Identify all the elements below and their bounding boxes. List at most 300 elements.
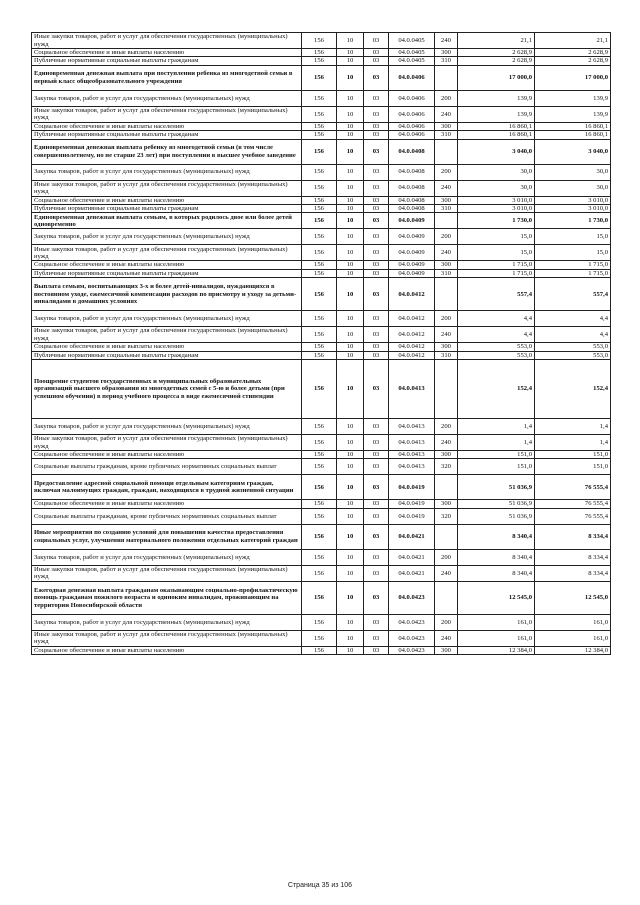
cell-section: 10: [337, 164, 364, 180]
cell-target-article: 04.0.0412: [389, 327, 435, 343]
cell-amount-1: 8 340,4: [458, 565, 535, 581]
cell-amount-2: 152,4: [535, 360, 611, 419]
cell-section: 10: [337, 565, 364, 581]
cell-name: Закупка товаров, работ и услуг для государственных (муниципальных) нужд: [32, 164, 302, 180]
cell-subsection: 03: [364, 524, 389, 549]
cell-amount-1: 8 340,4: [458, 524, 535, 549]
cell-expense-type: [435, 360, 458, 419]
cell-subsection: 03: [364, 630, 389, 646]
cell-grbs: 156: [302, 311, 337, 327]
cell-section: 10: [337, 245, 364, 261]
table-row: [32, 106, 611, 122]
cell-name: Предоставление адресной социальной помощи отдельным категориям граждан, включая малоимущих граждан, граждан, находящихся в трудной жизненной ситуации: [32, 475, 302, 500]
cell-amount-1: 139,9: [458, 106, 535, 122]
cell-name: Социальное обеспечение и иные выплаты населению: [32, 500, 302, 508]
cell-grbs: 156: [302, 614, 337, 630]
cell-amount-1: 30,0: [458, 164, 535, 180]
table-row: [32, 646, 611, 654]
cell-section: 10: [337, 261, 364, 269]
cell-expense-type: 240: [435, 245, 458, 261]
cell-target-article: 04.0.0408: [389, 180, 435, 196]
cell-name: Закупка товаров, работ и услуг для государственных (муниципальных) нужд: [32, 90, 302, 106]
cell-grbs: 156: [302, 33, 337, 49]
table-row: [32, 419, 611, 435]
cell-subsection: 03: [364, 269, 389, 277]
cell-amount-1: 15,0: [458, 229, 535, 245]
cell-amount-1: 3 010,0: [458, 205, 535, 213]
cell-section: 10: [337, 327, 364, 343]
cell-section: 10: [337, 614, 364, 630]
cell-amount-1: 12 545,0: [458, 581, 535, 614]
cell-amount-1: 151,0: [458, 459, 535, 475]
cell-target-article: 04.0.0419: [389, 500, 435, 508]
cell-subsection: 03: [364, 311, 389, 327]
cell-expense-type: [435, 278, 458, 311]
cell-grbs: 156: [302, 57, 337, 65]
cell-amount-2: 3 010,0: [535, 205, 611, 213]
table-row: [32, 524, 611, 549]
table-row: [32, 269, 611, 277]
table-row: [32, 164, 611, 180]
table-row: [32, 581, 611, 614]
cell-name: Публичные нормативные социальные выплаты гражданам: [32, 269, 302, 277]
cell-grbs: 156: [302, 475, 337, 500]
cell-subsection: 03: [364, 475, 389, 500]
cell-grbs: 156: [302, 131, 337, 139]
cell-amount-1: 152,4: [458, 360, 535, 419]
cell-target-article: 04.0.0413: [389, 459, 435, 475]
cell-name: Иные закупки товаров, работ и услуг для обеспечения государственных (муниципальных) нужд: [32, 327, 302, 343]
cell-grbs: 156: [302, 451, 337, 459]
cell-expense-type: 300: [435, 196, 458, 204]
cell-amount-1: 3 010,0: [458, 196, 535, 204]
cell-expense-type: 240: [435, 435, 458, 451]
cell-amount-1: 553,0: [458, 351, 535, 359]
cell-grbs: 156: [302, 65, 337, 90]
cell-target-article: 04.0.0405: [389, 49, 435, 57]
cell-amount-2: 553,0: [535, 351, 611, 359]
cell-expense-type: 240: [435, 180, 458, 196]
cell-target-article: 04.0.0413: [389, 419, 435, 435]
cell-subsection: 03: [364, 451, 389, 459]
cell-subsection: 03: [364, 549, 389, 565]
cell-amount-1: 139,9: [458, 90, 535, 106]
cell-expense-type: [435, 139, 458, 164]
cell-section: 10: [337, 459, 364, 475]
cell-target-article: 04.0.0413: [389, 435, 435, 451]
cell-amount-2: 139,9: [535, 106, 611, 122]
cell-target-article: 04.0.0406: [389, 122, 435, 130]
table-row: [32, 451, 611, 459]
cell-subsection: 03: [364, 33, 389, 49]
cell-name: Закупка товаров, работ и услуг для государственных (муниципальных) нужд: [32, 614, 302, 630]
cell-target-article: 04.0.0406: [389, 65, 435, 90]
cell-section: 10: [337, 131, 364, 139]
cell-grbs: 156: [302, 565, 337, 581]
cell-section: 10: [337, 549, 364, 565]
budget-table-sheet: [31, 32, 610, 655]
cell-expense-type: 240: [435, 106, 458, 122]
cell-name: Ежегодная денежная выплата гражданам оказывающим социально-профилактическую помощь гражданам пожилого возраста и одиноким инвалидам, проживающим на территории Новосибирской области: [32, 581, 302, 614]
table-row: [32, 500, 611, 508]
cell-grbs: 156: [302, 106, 337, 122]
cell-name: Публичные нормативные социальные выплаты гражданам: [32, 205, 302, 213]
cell-grbs: 156: [302, 435, 337, 451]
cell-target-article: 04.0.0412: [389, 351, 435, 359]
cell-expense-type: [435, 524, 458, 549]
cell-expense-type: 320: [435, 508, 458, 524]
table-row: [32, 351, 611, 359]
table-row: [32, 213, 611, 229]
table-row: [32, 245, 611, 261]
cell-grbs: 156: [302, 261, 337, 269]
cell-section: 10: [337, 278, 364, 311]
cell-amount-2: 557,4: [535, 278, 611, 311]
cell-grbs: 156: [302, 213, 337, 229]
table-row: [32, 229, 611, 245]
cell-amount-1: 1,4: [458, 419, 535, 435]
cell-subsection: 03: [364, 565, 389, 581]
cell-amount-2: 12 384,0: [535, 646, 611, 654]
cell-name: Закупка товаров, работ и услуг для государственных (муниципальных) нужд: [32, 229, 302, 245]
cell-expense-type: 240: [435, 565, 458, 581]
cell-subsection: 03: [364, 459, 389, 475]
cell-amount-1: 1 730,0: [458, 213, 535, 229]
cell-amount-2: 16 860,1: [535, 122, 611, 130]
cell-amount-1: 30,0: [458, 180, 535, 196]
cell-expense-type: 240: [435, 630, 458, 646]
cell-subsection: 03: [364, 419, 389, 435]
table-row: [32, 327, 611, 343]
cell-section: 10: [337, 139, 364, 164]
cell-name: Единовременная денежная выплата семьям, в которых родилось двое или более детей одновременно: [32, 213, 302, 229]
cell-expense-type: 310: [435, 205, 458, 213]
cell-subsection: 03: [364, 213, 389, 229]
cell-section: 10: [337, 581, 364, 614]
cell-amount-2: 1 730,0: [535, 213, 611, 229]
cell-expense-type: 300: [435, 122, 458, 130]
cell-section: 10: [337, 508, 364, 524]
cell-amount-1: 161,0: [458, 630, 535, 646]
cell-section: 10: [337, 49, 364, 57]
cell-subsection: 03: [364, 229, 389, 245]
cell-target-article: 04.0.0408: [389, 164, 435, 180]
cell-name: Единовременная денежная выплата ребенку из многодетной семьи (в том числе совершеннолетнему, но не старше 23 лет) при поступлении в высшее учебное заведение: [32, 139, 302, 164]
cell-expense-type: 300: [435, 500, 458, 508]
cell-amount-2: 15,0: [535, 245, 611, 261]
cell-amount-2: 16 860,1: [535, 131, 611, 139]
cell-name: Единовременная денежная выплата при поступлении ребенка из многодетной семьи в первый класс общеобразовательного учреждения: [32, 65, 302, 90]
table-row: [32, 614, 611, 630]
cell-subsection: 03: [364, 646, 389, 654]
cell-expense-type: 310: [435, 351, 458, 359]
cell-amount-1: 51 036,9: [458, 475, 535, 500]
cell-grbs: 156: [302, 327, 337, 343]
cell-amount-1: 51 036,9: [458, 500, 535, 508]
cell-amount-2: 21,1: [535, 33, 611, 49]
cell-name: Иные закупки товаров, работ и услуг для обеспечения государственных (муниципальных) нужд: [32, 180, 302, 196]
cell-amount-1: 12 384,0: [458, 646, 535, 654]
table-row: [32, 508, 611, 524]
table-row: [32, 57, 611, 65]
cell-expense-type: [435, 475, 458, 500]
cell-grbs: 156: [302, 419, 337, 435]
cell-expense-type: 200: [435, 614, 458, 630]
cell-target-article: 04.0.0408: [389, 196, 435, 204]
cell-name: Иные закупки товаров, работ и услуг для обеспечения государственных (муниципальных) нужд: [32, 245, 302, 261]
cell-amount-2: 30,0: [535, 164, 611, 180]
cell-amount-2: 151,0: [535, 459, 611, 475]
cell-target-article: 04.0.0409: [389, 269, 435, 277]
cell-name: Социальное обеспечение и иные выплаты населению: [32, 49, 302, 57]
cell-section: 10: [337, 475, 364, 500]
cell-expense-type: [435, 213, 458, 229]
cell-target-article: 04.0.0421: [389, 524, 435, 549]
cell-grbs: 156: [302, 139, 337, 164]
table-row: [32, 278, 611, 311]
cell-expense-type: 300: [435, 451, 458, 459]
cell-grbs: 156: [302, 49, 337, 57]
table-row: [32, 49, 611, 57]
cell-name: Социальное обеспечение и иные выплаты населению: [32, 451, 302, 459]
cell-amount-1: 151,0: [458, 451, 535, 459]
cell-target-article: 04.0.0405: [389, 33, 435, 49]
table-row: [32, 549, 611, 565]
cell-grbs: 156: [302, 351, 337, 359]
cell-section: 10: [337, 205, 364, 213]
cell-grbs: 156: [302, 205, 337, 213]
cell-subsection: 03: [364, 261, 389, 269]
cell-amount-2: 3 010,0: [535, 196, 611, 204]
cell-amount-1: 553,0: [458, 343, 535, 351]
cell-target-article: 04.0.0419: [389, 475, 435, 500]
cell-amount-2: 12 545,0: [535, 581, 611, 614]
table-row: [32, 139, 611, 164]
cell-name: Публичные нормативные социальные выплаты гражданам: [32, 351, 302, 359]
cell-name: Иные мероприятия по созданию условий для повышения качества предоставления социальных услуг, улучшения материального положения отдельных категорий граждан: [32, 524, 302, 549]
cell-subsection: 03: [364, 196, 389, 204]
cell-expense-type: 200: [435, 419, 458, 435]
cell-amount-2: 1 715,0: [535, 261, 611, 269]
cell-name: Социальное обеспечение и иные выплаты населению: [32, 646, 302, 654]
cell-expense-type: 200: [435, 164, 458, 180]
cell-subsection: 03: [364, 360, 389, 419]
cell-grbs: 156: [302, 549, 337, 565]
cell-amount-2: 30,0: [535, 180, 611, 196]
cell-amount-2: 4,4: [535, 327, 611, 343]
cell-amount-1: 2 628,9: [458, 49, 535, 57]
cell-expense-type: [435, 65, 458, 90]
cell-section: 10: [337, 451, 364, 459]
cell-target-article: 04.0.0423: [389, 646, 435, 654]
cell-name: Социальное обеспечение и иные выплаты населению: [32, 261, 302, 269]
cell-amount-2: 553,0: [535, 343, 611, 351]
cell-subsection: 03: [364, 508, 389, 524]
cell-amount-2: 76 555,4: [535, 500, 611, 508]
cell-expense-type: 310: [435, 131, 458, 139]
cell-target-article: 04.0.0408: [389, 139, 435, 164]
cell-subsection: 03: [364, 435, 389, 451]
cell-subsection: 03: [364, 90, 389, 106]
cell-name: Публичные нормативные социальные выплаты гражданам: [32, 131, 302, 139]
cell-name: Иные закупки товаров, работ и услуг для обеспечения государственных (муниципальных) нужд: [32, 106, 302, 122]
table-row: [32, 131, 611, 139]
cell-expense-type: 300: [435, 646, 458, 654]
cell-section: 10: [337, 351, 364, 359]
cell-subsection: 03: [364, 57, 389, 65]
cell-expense-type: 200: [435, 549, 458, 565]
table-row: [32, 33, 611, 49]
cell-name: Публичные нормативные социальные выплаты гражданам: [32, 57, 302, 65]
cell-name: Социальное обеспечение и иные выплаты населению: [32, 196, 302, 204]
table-row: [32, 196, 611, 204]
cell-amount-2: 2 628,9: [535, 57, 611, 65]
cell-amount-1: 2 628,9: [458, 57, 535, 65]
cell-subsection: 03: [364, 106, 389, 122]
cell-amount-1: 161,0: [458, 614, 535, 630]
cell-subsection: 03: [364, 343, 389, 351]
cell-grbs: 156: [302, 524, 337, 549]
cell-target-article: 04.0.0406: [389, 106, 435, 122]
cell-subsection: 03: [364, 139, 389, 164]
cell-section: 10: [337, 435, 364, 451]
cell-name: Закупка товаров, работ и услуг для государственных (муниципальных) нужд: [32, 311, 302, 327]
cell-subsection: 03: [364, 49, 389, 57]
cell-expense-type: 310: [435, 57, 458, 65]
table-row: [32, 65, 611, 90]
cell-subsection: 03: [364, 180, 389, 196]
cell-section: 10: [337, 33, 364, 49]
cell-grbs: 156: [302, 180, 337, 196]
cell-target-article: 04.0.0406: [389, 90, 435, 106]
cell-section: 10: [337, 213, 364, 229]
cell-grbs: 156: [302, 508, 337, 524]
cell-grbs: 156: [302, 122, 337, 130]
cell-section: 10: [337, 311, 364, 327]
cell-name: Иные закупки товаров, работ и услуг для обеспечения государственных (муниципальных) нужд: [32, 565, 302, 581]
cell-subsection: 03: [364, 278, 389, 311]
page-footer: Страница 35 из 106: [287, 882, 353, 889]
cell-amount-2: 8 334,4: [535, 549, 611, 565]
cell-amount-1: 16 860,1: [458, 131, 535, 139]
cell-amount-1: 17 000,0: [458, 65, 535, 90]
cell-amount-2: 161,0: [535, 614, 611, 630]
cell-amount-1: 8 340,4: [458, 549, 535, 565]
cell-subsection: 03: [364, 500, 389, 508]
cell-amount-1: 3 040,0: [458, 139, 535, 164]
cell-grbs: 156: [302, 630, 337, 646]
table-row: [32, 311, 611, 327]
cell-amount-1: 4,4: [458, 311, 535, 327]
cell-amount-2: 139,9: [535, 90, 611, 106]
cell-target-article: 04.0.0419: [389, 508, 435, 524]
cell-section: 10: [337, 196, 364, 204]
cell-grbs: 156: [302, 229, 337, 245]
cell-name: Социальное обеспечение и иные выплаты населению: [32, 343, 302, 351]
table-row: [32, 565, 611, 581]
table-row: [32, 360, 611, 419]
cell-grbs: 156: [302, 164, 337, 180]
cell-amount-2: 1 715,0: [535, 269, 611, 277]
cell-amount-1: 51 036,9: [458, 508, 535, 524]
cell-target-article: 04.0.0409: [389, 229, 435, 245]
cell-target-article: 04.0.0409: [389, 261, 435, 269]
cell-subsection: 03: [364, 351, 389, 359]
cell-section: 10: [337, 343, 364, 351]
cell-grbs: 156: [302, 360, 337, 419]
cell-grbs: 156: [302, 269, 337, 277]
cell-subsection: 03: [364, 65, 389, 90]
cell-expense-type: 310: [435, 269, 458, 277]
cell-subsection: 03: [364, 245, 389, 261]
cell-name: Иные закупки товаров, работ и услуг для обеспечения государственных (муниципальных) нужд: [32, 33, 302, 49]
cell-section: 10: [337, 646, 364, 654]
cell-name: Социальное обеспечение и иные выплаты населению: [32, 122, 302, 130]
cell-subsection: 03: [364, 327, 389, 343]
cell-subsection: 03: [364, 131, 389, 139]
cell-amount-2: 8 334,4: [535, 565, 611, 581]
cell-expense-type: 240: [435, 327, 458, 343]
cell-amount-2: 8 334,4: [535, 524, 611, 549]
cell-name: Социальные выплаты гражданам, кроме публичных нормативных социальных выплат: [32, 459, 302, 475]
cell-expense-type: 320: [435, 459, 458, 475]
cell-grbs: 156: [302, 343, 337, 351]
cell-expense-type: 200: [435, 90, 458, 106]
cell-amount-1: 4,4: [458, 327, 535, 343]
cell-section: 10: [337, 500, 364, 508]
cell-name: Закупка товаров, работ и услуг для государственных (муниципальных) нужд: [32, 549, 302, 565]
cell-expense-type: 240: [435, 33, 458, 49]
table-row: [32, 205, 611, 213]
cell-section: 10: [337, 229, 364, 245]
cell-target-article: 04.0.0423: [389, 614, 435, 630]
cell-amount-2: 15,0: [535, 229, 611, 245]
budget-table: [31, 32, 611, 655]
cell-name: Закупка товаров, работ и услуг для государственных (муниципальных) нужд: [32, 419, 302, 435]
cell-target-article: 04.0.0413: [389, 451, 435, 459]
table-row: [32, 180, 611, 196]
cell-name: Поощрение студентов государственных и муниципальных образовательных организаций высшего образования из многодетных семей с 5-ю и более детьми (при успешном обучении) в период учебного процесса в виде ежемесячной стипендии: [32, 360, 302, 419]
cell-target-article: 04.0.0421: [389, 549, 435, 565]
cell-amount-2: 3 040,0: [535, 139, 611, 164]
cell-amount-2: 4,4: [535, 311, 611, 327]
cell-amount-2: 1,4: [535, 419, 611, 435]
cell-target-article: 04.0.0412: [389, 343, 435, 351]
table-row: [32, 122, 611, 130]
cell-section: 10: [337, 419, 364, 435]
cell-grbs: 156: [302, 646, 337, 654]
cell-target-article: 04.0.0412: [389, 311, 435, 327]
cell-amount-1: 1 715,0: [458, 261, 535, 269]
cell-subsection: 03: [364, 122, 389, 130]
cell-amount-1: 21,1: [458, 33, 535, 49]
table-row: [32, 343, 611, 351]
cell-section: 10: [337, 269, 364, 277]
cell-amount-1: 557,4: [458, 278, 535, 311]
cell-expense-type: [435, 581, 458, 614]
cell-amount-2: 2 628,9: [535, 49, 611, 57]
cell-section: 10: [337, 360, 364, 419]
cell-amount-1: 15,0: [458, 245, 535, 261]
cell-grbs: 156: [302, 581, 337, 614]
cell-amount-2: 17 000,0: [535, 65, 611, 90]
cell-target-article: 04.0.0409: [389, 245, 435, 261]
table-row: [32, 630, 611, 646]
cell-subsection: 03: [364, 614, 389, 630]
cell-amount-1: 16 860,1: [458, 122, 535, 130]
cell-target-article: 04.0.0405: [389, 57, 435, 65]
cell-expense-type: 300: [435, 261, 458, 269]
